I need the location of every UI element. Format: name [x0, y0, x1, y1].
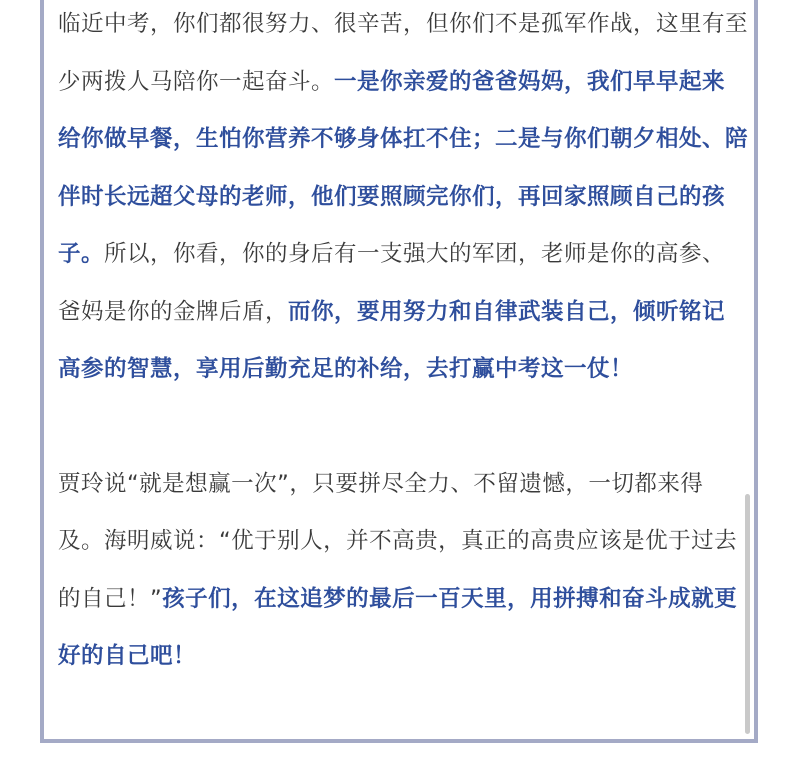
paragraph-2-emphasis-1: 孩子们，在这追梦的最后一百天里，用拼搏和奋斗成就更好的自己吧！	[58, 585, 738, 669]
paragraph-1	[58, 0, 748, 399]
paragraph-2	[58, 456, 748, 686]
paragraph-1-text-1: 临近中考，你们都很努力、很辛苦，但你们不是孤军作战，这里有至少两拨人马陪你一起奋斗。	[58, 11, 749, 95]
paragraph-1-emphasis-2: 而你，要用努力和自律武装自己，倾听铭记高参的智慧，享用后勤充足的补给，去打赢中考这一仗！	[58, 298, 726, 382]
scrollbar-thumb[interactable]	[745, 494, 750, 734]
article-content	[58, 0, 748, 686]
paragraph-1-text-2: 所以，你看，你的身后有一支强大的军团，老师是你的高参、爸妈是你的金牌后盾，	[58, 241, 726, 325]
article-frame	[40, 0, 758, 743]
paragraph-2-text-1: 贾玲说“就是想赢一次”，只要拼尽全力、不留遗憾，一切都来得及。海明威说：“优于别人，并不高贵，真正的高贵应该是优于过去的自己！”	[58, 470, 738, 612]
paragraph-1-emphasis-1: 一是你亲爱的爸爸妈妈，我们早早起来给你做早餐，生怕你营养不够身体扛不住；二是与你们朝夕相处、陪伴时长远超父母的老师，他们要照顾完你们，再回家照顾自己的孩子。	[58, 68, 749, 267]
